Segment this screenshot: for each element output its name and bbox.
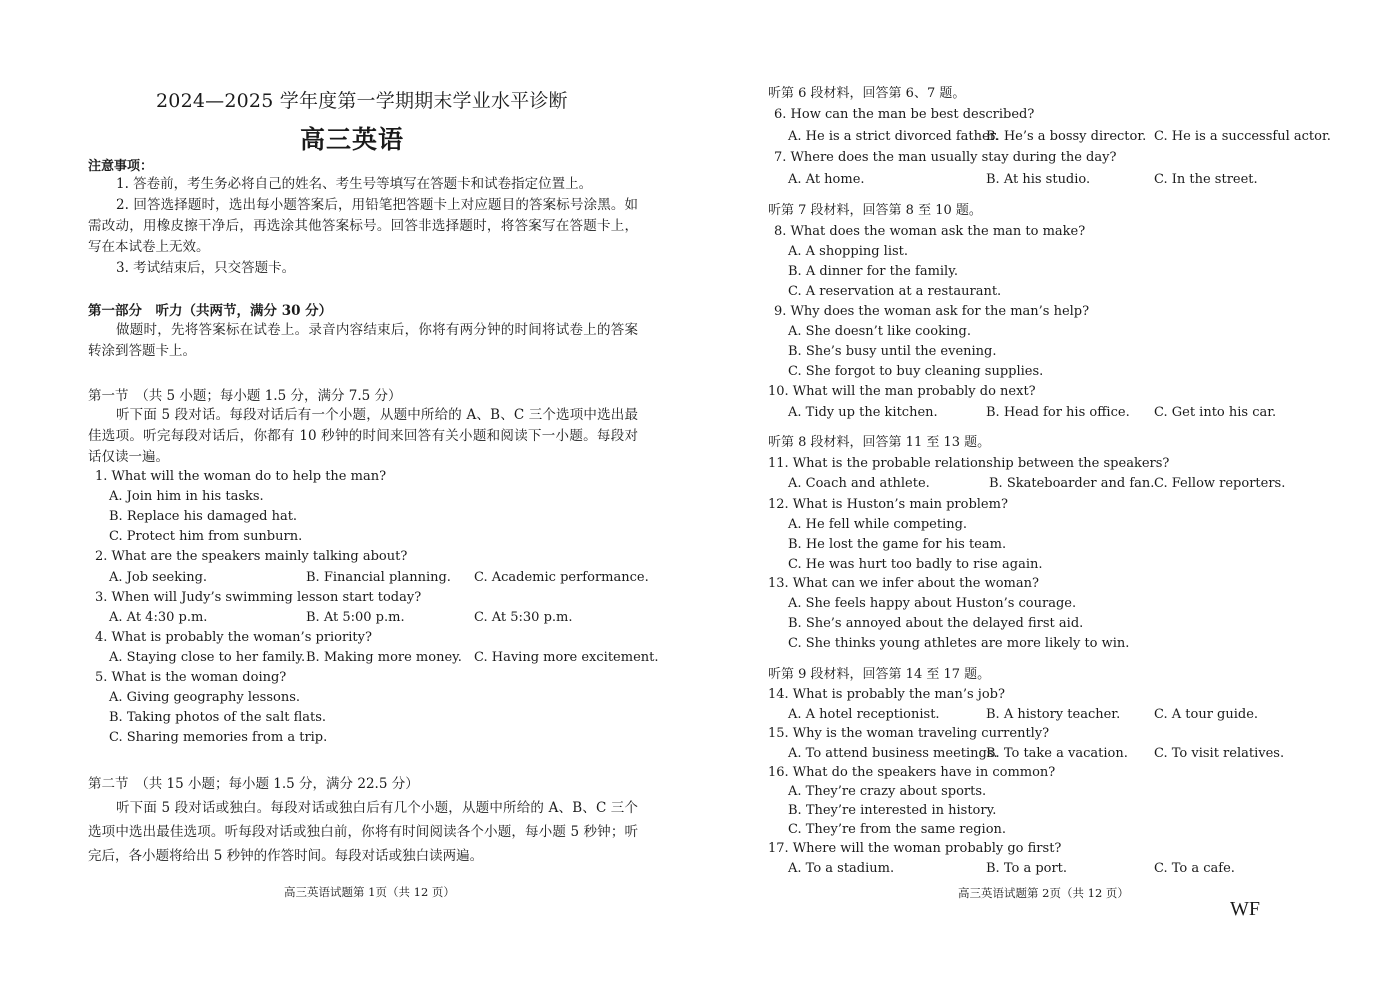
option: C. Academic performance.	[474, 570, 649, 585]
option: B. Making more money.	[306, 650, 462, 665]
question: 10. What will the man probably do next?	[768, 384, 1036, 399]
option: B. To take a vacation.	[986, 746, 1128, 761]
option: C. Fellow reporters.	[1154, 476, 1286, 491]
question: 5. What is the woman doing?	[95, 670, 287, 685]
section1-instruction: 听下面 5 段对话。每段对话后有一个小题，从题中所给的 A、B、C 三个选项中选出最佳选项。听完每段对话后，你都有 10 秒钟的时间来回答有关小题和阅读下一小题。每段对话仅读一遍。	[88, 407, 638, 465]
option: A. To a stadium.	[788, 861, 895, 876]
question: 12. What is Huston’s main problem?	[768, 497, 1008, 512]
option: A. To attend business meetings.	[788, 746, 998, 761]
option: B. She’s annoyed about the delayed first aid.	[788, 616, 1084, 631]
option: B. Financial planning.	[306, 570, 451, 585]
paper-code-mark: WF	[1230, 898, 1260, 920]
page-footer: 高三英语试题第 2页（共 12 页）	[958, 886, 1129, 900]
option: C. In the street.	[1154, 172, 1258, 187]
option: C. To visit relatives.	[1154, 746, 1285, 761]
option: A. Coach and athlete.	[788, 476, 930, 491]
option: B. To a port.	[986, 861, 1068, 876]
option: B. Skateboarder and fan.	[989, 476, 1155, 491]
option: B. At 5:00 p.m.	[306, 610, 405, 625]
group-heading: 听第 9 段材料，回答第 14 至 17 题。	[768, 667, 991, 682]
question: 1. What will the woman do to help the man?	[95, 469, 387, 484]
option: C. He was hurt too badly to rise again.	[788, 557, 1043, 572]
subject-title: 高三英语	[300, 125, 405, 154]
group-heading: 听第 8 段材料，回答第 11 至 13 题。	[768, 435, 991, 450]
notice-item: 3. 考试结束后，只交答题卡。	[116, 260, 296, 276]
section2-instruction: 听下面 5 段对话或独白。每段对话或独白后有几个小题，从题中所给的 A、B、C 三个选项中选出最佳选项。听每段对话或独白前，你将有时间阅读各个小题，每小题 5 秒钟；听完后，各小题将给出 5 秒钟的作答时间。每段对话或独白读两遍。	[88, 800, 638, 864]
option: B. Head for his office.	[986, 405, 1130, 420]
option: A. He is a strict divorced father.	[788, 129, 999, 144]
option: A. A hotel receptionist.	[788, 707, 940, 722]
notice-heading: 注意事项：	[88, 159, 154, 174]
option: A. Tidy up the kitchen.	[788, 405, 938, 420]
option: A. Join him in his tasks.	[109, 489, 264, 504]
option: C. Sharing memories from a trip.	[109, 730, 328, 745]
notice-item: 1. 答卷前，考生务必将自己的姓名、考生号等填写在答题卡和试卷指定位置上。	[116, 176, 593, 192]
option: A. Giving geography lessons.	[109, 690, 301, 705]
option: C. At 5:30 p.m.	[474, 610, 573, 625]
option: A. Staying close to her family.	[109, 650, 306, 665]
group-heading: 听第 7 段材料，回答第 8 至 10 题。	[768, 203, 982, 218]
section2-heading: 第二节 （共 15 小题；每小题 1.5 分，满分 22.5 分）	[88, 776, 419, 792]
group-heading: 听第 6 段材料，回答第 6、7 题。	[768, 86, 966, 101]
option: A. She feels happy about Huston’s courage.	[788, 596, 1077, 611]
part1-heading: 第一部分 听力（共两节，满分 30 分）	[88, 303, 333, 319]
option: C. Get into his car.	[1154, 405, 1277, 420]
exam-title: 2024—2025 学年度第一学期期末学业水平诊断	[156, 90, 568, 112]
option: A. He fell while competing.	[788, 517, 968, 532]
option: C. He is a successful actor.	[1154, 129, 1331, 144]
option: C. She thinks young athletes are more likely to win.	[788, 636, 1130, 651]
option: B. Replace his damaged hat.	[109, 509, 298, 524]
option: A. Job seeking.	[109, 570, 208, 585]
question: 9. Why does the woman ask for the man’s help?	[774, 304, 1090, 319]
option: C. Having more excitement.	[474, 650, 659, 665]
section1-heading: 第一节 （共 5 小题；每小题 1.5 分，满分 7.5 分）	[88, 388, 402, 404]
option: B. Taking photos of the salt flats.	[109, 710, 327, 725]
option: C. She forgot to buy cleaning supplies.	[788, 364, 1044, 379]
question: 16. What do the speakers have in common?	[768, 765, 1056, 780]
option: A. At home.	[788, 172, 865, 187]
option: B. At his studio.	[986, 172, 1091, 187]
question: 3. When will Judy’s swimming lesson start today?	[95, 590, 422, 605]
question: 11. What is the probable relationship between the speakers?	[768, 456, 1170, 471]
question: 2. What are the speakers mainly talking about?	[95, 549, 408, 564]
option: C. A tour guide.	[1154, 707, 1259, 722]
question: 17. Where will the woman probably go first?	[768, 841, 1062, 856]
exam-page-2	[700, 0, 1399, 983]
option: A. At 4:30 p.m.	[109, 610, 208, 625]
notice-item: 2. 回答选择题时，选出每小题答案后，用铅笔把答题卡上对应题目的答案标号涂黑。如需改动，用橡皮擦干净后，再选涂其他答案标号。回答非选择题时，将答案写在答题卡上，写在本试卷上无效。	[88, 197, 638, 255]
question: 4. What is probably the woman’s priority?	[95, 630, 372, 645]
option: A. They’re crazy about sports.	[788, 784, 987, 799]
question: 14. What is probably the man’s job?	[768, 687, 1005, 702]
option: B. A history teacher.	[986, 707, 1121, 722]
option: B. A dinner for the family.	[788, 264, 958, 279]
page-footer: 高三英语试题第 1页（共 12 页）	[284, 885, 455, 899]
question: 15. Why is the woman traveling currently?	[768, 726, 1050, 741]
option: C. Protect him from sunburn.	[109, 529, 303, 544]
option: B. He’s a bossy director.	[986, 129, 1147, 144]
option: A. A shopping list.	[788, 244, 909, 259]
question: 6. How can the man be best described?	[774, 107, 1035, 122]
option: B. They’re interested in history.	[788, 803, 997, 818]
option: C. A reservation at a restaurant.	[788, 284, 1002, 299]
question: 7. Where does the man usually stay during the day?	[774, 150, 1117, 165]
option: C. To a cafe.	[1154, 861, 1235, 876]
option: A. She doesn’t like cooking.	[788, 324, 971, 339]
part1-instruction: 做题时，先将答案标在试卷上。录音内容结束后，你将有两分钟的时间将试卷上的答案转涂到答题卡上。	[88, 322, 638, 359]
question: 8. What does the woman ask the man to make?	[774, 224, 1086, 239]
option: B. He lost the game for his team.	[788, 537, 1007, 552]
question: 13. What can we infer about the woman?	[768, 576, 1039, 591]
option: C. They’re from the same region.	[788, 822, 1007, 837]
option: B. She’s busy until the evening.	[788, 344, 997, 359]
